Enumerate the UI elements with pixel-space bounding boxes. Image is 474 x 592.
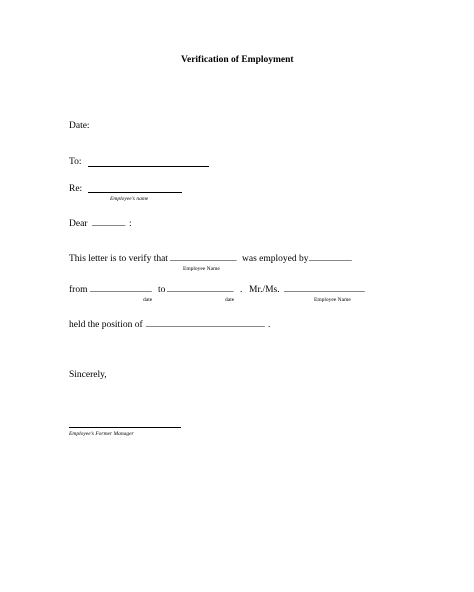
- to-label: To:: [69, 157, 82, 167]
- dear-colon: :: [129, 219, 132, 229]
- employed-by-blank: _________: [309, 253, 352, 263]
- from-label: from: [69, 285, 88, 295]
- held-period: .: [268, 320, 271, 330]
- closing-text: Sincerely,: [69, 370, 107, 380]
- date-label: Date:: [69, 121, 90, 131]
- held-position-blank: _________________________: [146, 319, 265, 329]
- employee-name-caption: Employee Name: [314, 297, 351, 303]
- re-label: Re:: [69, 184, 83, 194]
- verify-blank: ______________: [170, 253, 237, 263]
- to-word: to: [158, 285, 166, 295]
- document-title: Verification of Employment: [181, 55, 294, 65]
- dear-blank: _______: [92, 218, 126, 228]
- date-caption-to: date: [225, 297, 235, 303]
- date-caption-from: date: [143, 297, 153, 303]
- employed-by-text: was employed by: [242, 254, 309, 264]
- to-blank: ______________: [167, 284, 234, 294]
- held-position-text: held the position of: [69, 320, 143, 330]
- mr-ms-label: Mr./Ms.: [249, 285, 280, 295]
- period-mark: .: [240, 285, 243, 295]
- re-caption: Employee’s name: [110, 196, 149, 202]
- verify-caption: Employee Name: [183, 266, 220, 272]
- re-blank-line: [88, 192, 182, 193]
- mr-ms-blank: _________________: [284, 284, 365, 294]
- verify-text: This letter is to verify that: [69, 254, 168, 264]
- signature-line: [69, 427, 181, 428]
- dear-label: Dear: [69, 219, 88, 229]
- to-blank-line: [88, 166, 209, 167]
- from-blank: _____________: [90, 284, 152, 294]
- signature-caption: Employee’s Former Manager: [69, 431, 134, 437]
